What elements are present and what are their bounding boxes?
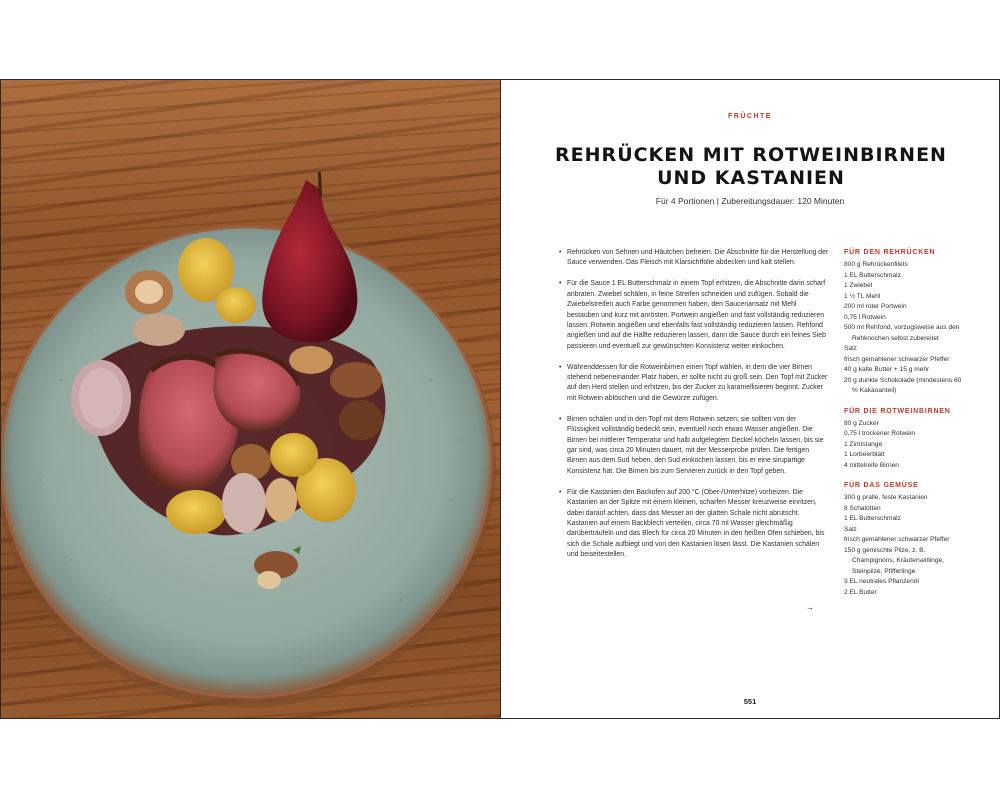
ingredient-item: 40 g kalte Butter + 15 g mehr: [844, 366, 930, 373]
ingredient-item: 300 g pralle, feste Kastanien: [844, 494, 928, 501]
ingredient-item: 0,75 l Rotwein: [844, 313, 886, 321]
ingredient-group-heading: FÜR DAS GEMÜSE: [844, 482, 919, 489]
step-item: • Für die Sauce 1 EL Butterschmalz in einem Topf erhitzen, die Abschnitte darin scharf anbraten. Zwiebel schälen, in feine Streifen schneiden und zufügen. Sobald die Zwiebelstreifen auch Farbe genommen haben, den Saucenansatz mit Mehl bestauben und kurz mit anrösten. Portwein angießen und fast vollständig reduzieren lassen. Rotwein angießen und ebenfalls fast vollständig reduzieren lassen. Rehfond angießen und auf die Hälfte reduzieren lassen, dann die Sauce durch ein feines Sieb passieren und eventuell zur gewünschten Konsistenz weiter einkochen.: [559, 279, 829, 352]
step-item: • Birnen schälen und in den Topf mit dem Rotwein setzen; sie sollten von der Flüssigkeit vollständig bedeckt sein, eventuell noch etwas Wasser angießen. Die Birnen bei mittlerer Temperatur und halb aufgelegtem Deckel köcheln lassen, bis sie gar sind, was circa 20 Minuten dauert, mit der Messerprobe prüfen. Die fertigen Birnen aus dem Sud heben, den Sud einkochen lassen, bis er eine sirupartige Konsistenz hat. Die Birnen bis zum Servieren zurück in den Topf geben.: [559, 415, 829, 477]
ingredient-item: 150 g gemischte Pilze, z. B. Champignons, Kräuterseitlinge, Steinpilze, Pfifferlinge: [844, 546, 944, 575]
recipe-title-line-2: UND KASTANIEN: [657, 167, 845, 189]
ingredient-item: 1 Zimtstange: [844, 440, 883, 448]
preparation-steps: [559, 248, 829, 571]
ingredient-item: 1 Zwiebel: [844, 282, 873, 289]
servings-and-time: Für 4 Portionen | Zubereitungsdauer: 120 Minuten: [655, 196, 845, 206]
plated-dish-illustration: [1, 80, 500, 718]
dish-photo: [1, 80, 500, 718]
step-item: • Für die Kastanien den Backofen auf 200 °C (Ober-/Unterhitze) vorheizen. Die Kastanien an der Spitze mit einem kleinen, scharfen Messer kreuzweise einritzen, dabei darauf achten, dass das Messer an der glatten Schale nicht abrutscht. Kastanien auf einem Backblech verteilen, circa 70 ml Wasser gleichmäßig darüberträufeln und das Blech für circa 20 Minuten in den heißen Ofen schieben, bis sich die Schale aufbiegt und von den Kastanien lösen lässt. Die Kastanien schälen und beiseitestellen.: [559, 488, 829, 561]
ingredient-item: 0,75 l trockener Rotwein: [844, 430, 916, 437]
page-number: 551: [743, 697, 757, 706]
ingredient-item: 4 mittelreife Birnen: [844, 461, 899, 469]
recipe-title: [521, 144, 981, 190]
pear-stem: [319, 172, 321, 196]
ingredient-item: 3 EL neutrales Pflanzenöl: [844, 578, 919, 585]
ingredient-item: 8 Schalotten: [844, 504, 881, 512]
ingredient-item: 1 Lorbeerblatt: [844, 451, 885, 458]
ingredient-item: 20 g dunkle Schokolade (mindestens 60 % Kakaoanteil): [844, 376, 962, 394]
ingredients-list: [844, 248, 964, 608]
ingredient-item: frisch gemahlener schwarzer Pfeffer: [844, 536, 950, 543]
ingredient-group-gemuese: [844, 481, 964, 598]
section-label: FRÜCHTE: [728, 113, 772, 120]
red-wine-pear: [262, 180, 357, 342]
ingredient-item: 1 ½ TL Mehl: [844, 292, 881, 300]
ingredient-item: 1 EL Butterschmalz: [844, 271, 901, 279]
ingredient-item: 80 g Zucker: [844, 419, 879, 427]
book-spread: [0, 79, 1000, 719]
ingredient-item: 200 ml roter Portwein: [844, 303, 907, 310]
recipe-title-line-1: REHRÜCKEN MIT ROTWEINBIRNEN: [555, 144, 947, 166]
step-item: • Rehrücken von Sehnen und Häutchen befreien. Die Abschnitte für die Herstellung der Sauce verwenden. Das Fleisch mit Klarsichtfolie abdecken und kalt stellen.: [559, 248, 829, 269]
ingredient-group-rotweinbirnen: [844, 407, 964, 472]
ingredient-item: 800 g Rehrückenfilets: [844, 261, 908, 268]
ingredient-item: 500 ml Rehfond, vorzugsweise aus den Rehknochen selbst zubereitet: [844, 324, 960, 342]
ingredient-group-rehruecken: [844, 248, 964, 397]
continue-arrow-icon: →: [806, 603, 814, 612]
ingredient-group-heading: FÜR DIE ROTWEINBIRNEN: [844, 407, 951, 415]
ingredient-group-heading: FÜR DEN REHRÜCKEN: [844, 249, 936, 256]
ingredient-item: 1 EL Butterschmalz: [844, 515, 901, 522]
step-item: • Währenddessen für die Rotweinbirnen einen Topf wählen, in dem die vier Birnen stehend nebeneinander Platz haben, er sollte nicht zu groß sein. Den Topf mit Zucker auf den Herd stellen und erhitzen, bis der Zucker zu karamellisieren beginnt. Zucker mit Rotwein ablöschen und die Gewürze zufügen.: [559, 363, 829, 405]
ingredient-item: Salz: [844, 345, 857, 352]
recipe-page: [500, 80, 999, 718]
ingredient-item: Salz: [844, 525, 857, 533]
ingredient-item: 2 EL Butter: [844, 588, 877, 596]
ingredient-item: frisch gemahlener schwarzer Pfeffer: [844, 355, 950, 363]
